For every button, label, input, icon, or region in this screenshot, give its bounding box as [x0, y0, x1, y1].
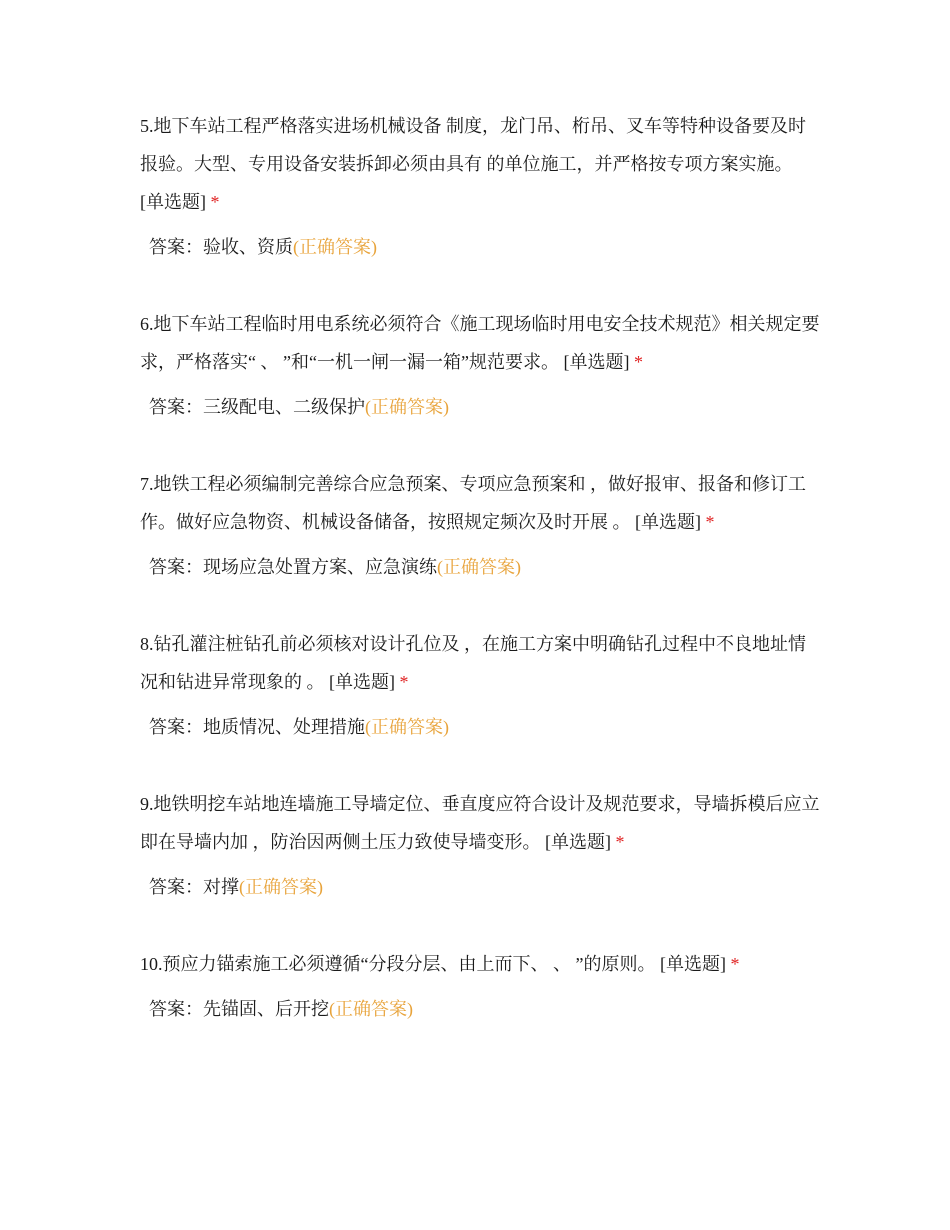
question-type-label: [单选题] [659, 954, 726, 974]
question-text [140, 785, 820, 861]
correct-answer-tag: (正确答案) [365, 717, 449, 737]
answer-label: 答案： [149, 557, 203, 577]
question-type-label: [单选题] [563, 352, 630, 372]
question-6 [140, 305, 820, 419]
required-mark: * [705, 512, 715, 532]
question-body: 预应力锚索施工必须遵循“分段分层、由上而下、 、 ”的原则。 [162, 954, 656, 974]
question-text [140, 107, 820, 221]
correct-answer-tag: (正确答案) [293, 237, 377, 257]
answer-line [140, 395, 820, 419]
question-body: 地铁明挖车站地连墙施工导墙定位、垂直度应符合设计及规范要求，导墙拆模后应立即在导墙内加 ，防治因两侧土压力致使导墙变形。 [140, 794, 820, 852]
question-5 [140, 107, 820, 259]
question-type-label: [单选题] [635, 512, 701, 532]
answer-value: 现场应急处置方案、应急演练 [203, 557, 437, 577]
answer-value: 对撑 [203, 877, 239, 897]
question-number: 6. [140, 314, 154, 334]
question-number: 8. [140, 634, 154, 654]
question-number: 9. [140, 794, 154, 814]
answer-label: 答案： [149, 999, 203, 1019]
answer-value: 三级配电、二级保护 [203, 397, 365, 417]
question-text [140, 945, 820, 983]
question-type-label: [单选题] [329, 672, 395, 692]
correct-answer-tag: (正确答案) [365, 397, 449, 417]
question-number: 7. [140, 474, 154, 494]
answer-line [140, 997, 820, 1021]
question-number: 5. [140, 116, 154, 136]
question-7 [140, 465, 820, 579]
required-mark: * [615, 832, 625, 852]
required-mark: * [633, 352, 643, 372]
required-mark: * [730, 954, 740, 974]
answer-value: 先锚固、后开挖 [203, 999, 329, 1019]
question-text [140, 305, 820, 381]
question-body: 地铁工程必须编制完善综合应急预案、专项应急预案和 ，做好报审、报备和修订工作。做好应急物资、机械设备储备，按照规定频次及时开展 。 [140, 474, 806, 532]
required-mark: * [210, 192, 220, 212]
answer-value: 验收、资质 [203, 237, 293, 257]
question-type-label: [单选题] [140, 192, 206, 212]
question-text [140, 625, 820, 701]
answer-value: 地质情况、处理措施 [203, 717, 365, 737]
question-9 [140, 785, 820, 899]
correct-answer-tag: (正确答案) [329, 999, 413, 1019]
question-body: 钻孔灌注桩钻孔前必须核对设计孔位及 ，在施工方案中明确钻孔过程中不良地址情况和钻进异常现象的 。 [140, 634, 806, 692]
answer-label: 答案： [149, 397, 203, 417]
answer-line [140, 555, 820, 579]
answer-line [140, 235, 820, 259]
question-10 [140, 945, 820, 1021]
correct-answer-tag: (正确答案) [437, 557, 521, 577]
answer-label: 答案： [149, 237, 203, 257]
question-body: 地下车站工程临时用电系统必须符合《施工现场临时用电安全技术规范》相关规定要求，严格落实“ 、 ”和“一机一闸一漏一箱”规范要求。 [140, 314, 820, 372]
required-mark: * [399, 672, 409, 692]
question-type-label: [单选题] [545, 832, 611, 852]
question-text [140, 465, 820, 541]
question-number: 10. [140, 954, 163, 974]
answer-label: 答案： [149, 877, 203, 897]
question-8 [140, 625, 820, 739]
answer-line [140, 875, 820, 899]
question-body: 地下车站工程严格落实进场机械设备 制度，龙门吊、桁吊、叉车等特种设备要及时报验。大型、专用设备安装拆卸必须由具有 的单位施工，并严格按专项方案实施。 [140, 116, 806, 174]
answer-label: 答案： [149, 717, 203, 737]
answer-line [140, 715, 820, 739]
correct-answer-tag: (正确答案) [239, 877, 323, 897]
